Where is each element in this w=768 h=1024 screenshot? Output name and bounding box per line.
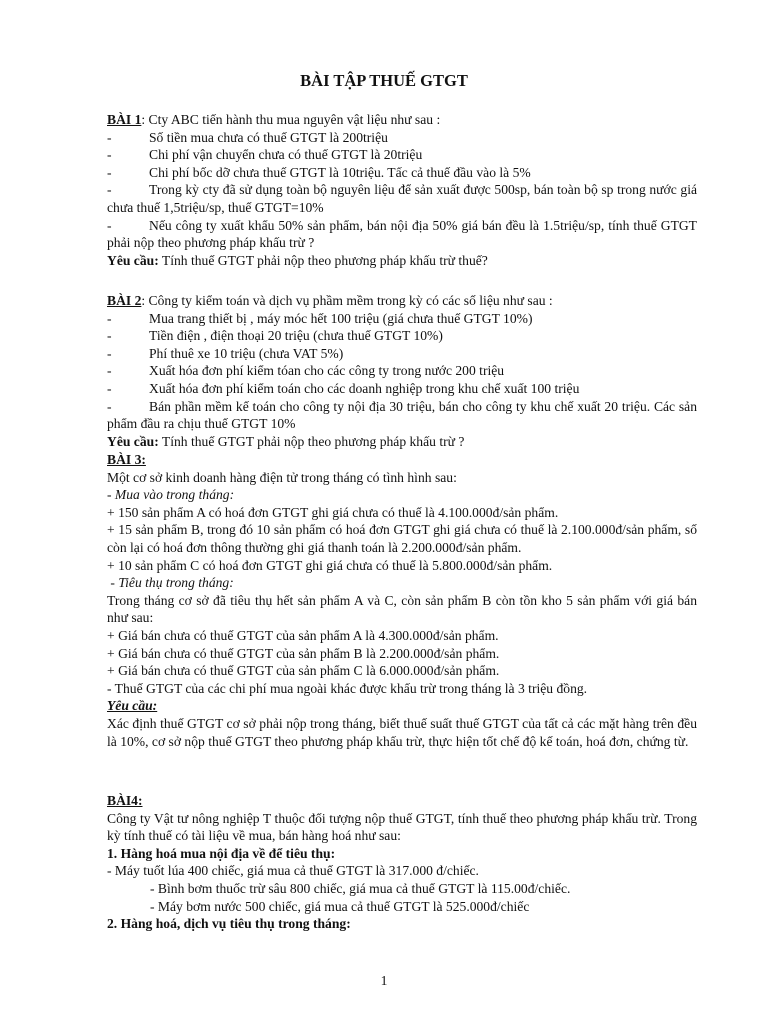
bai1-section <box>107 111 697 269</box>
bai3-req-text: Xác định thuế GTGT cơ sở phải nộp trong tháng, biết thuế suất thuế GTGT của tất cả các mặt hàng trên đều là 10%, cơ sở nộp thuế GTGT theo phương pháp khấu trừ, thực hiện tốt chế độ kế toán, hoá đơn, chứng từ. <box>107 715 697 749</box>
bai2-requirement: Yêu cầu: Tính thuế GTGT phải nộp theo phương pháp khấu trừ ? <box>107 433 465 449</box>
list-item: - Số tiền mua chưa có thuế GTGT là 200triệu <box>107 129 388 145</box>
list-item: - Trong kỳ cty đã sử dụng toàn bộ nguyên liệu để sản xuất được 500sp, bán toàn bộ sp trong nước giá chưa thuế 1,5triệu/sp, thuế GTGT=10% <box>107 182 697 215</box>
bai3-heading: BÀI 3: <box>107 452 146 467</box>
list-item: + 15 sản phẩm B, trong đó 10 sản phẩm có hoá đơn GTGT ghi giá chưa có thuế là 2.100.000đ/sản phẩm, số còn lại có hoá đơn thông thường ghi giá thanh toán là 2.200.000đ/sản phẩm. <box>107 522 697 555</box>
list-item: - Bán phần mềm kế toán cho công ty nội địa 30 triệu, bán cho công ty khu chế xuất 20 triệu. Các sản phẩm đầu ra chịu thuế GTGT 10% <box>107 398 697 432</box>
page-number: 1 <box>380 973 388 988</box>
bai4-section <box>107 792 697 933</box>
bai2-section <box>107 292 697 450</box>
list-item: - Xuất hóa đơn phí kiểm tóan cho các công ty trong nước 200 triệu <box>107 363 505 379</box>
list-item: + Giá bán chưa có thuế GTGT của sản phẩm A là 4.300.000đ/sản phẩm. <box>107 627 499 643</box>
list-item: - Mua trang thiết bị , máy móc hết 100 triệu (giá chưa thuế GTGT 10%) <box>107 310 533 326</box>
bai3-req-label: Yêu cầu: <box>107 698 158 714</box>
bai4-intro: Công ty Vật tư nông nghiệp T thuộc đối tượng nộp thuế GTGT, tính thuế theo phương pháp khấu trừ. Trong kỳ tính thuế có tài liệu về mua, bán hàng hoá như sau: <box>107 810 697 844</box>
bai3-sell-label: - Tiêu thụ trong tháng: <box>107 575 234 591</box>
list-item: - Tiền điện , điện thoại 20 triệu (chưa thuế GTGT 10%) <box>107 328 443 344</box>
list-item: - Bình bơm thuốc trừ sâu 800 chiếc, giá mua cả thuế GTGT là 115.00đ/chiếc. <box>150 880 571 896</box>
list-item: + 150 sản phẩm A có hoá đơn GTGT ghi giá chưa có thuế là 4.100.000đ/sản phẩm. <box>107 504 559 520</box>
list-item: - Máy bơm nước 500 chiếc, giá mua cả thuế GTGT là 525.000đ/chiếc <box>150 898 530 914</box>
bai1-intro-line <box>107 111 697 129</box>
list-item: - Nếu công ty xuất khẩu 50% sản phẩm, bán nội địa 50% giá bán đều là 1.5triệu/sp, tính thuế GTGT phải nộp theo phương pháp khấu trừ ? <box>107 217 697 251</box>
bai3-buy-label: - Mua vào trong tháng: <box>107 487 235 503</box>
bai1-heading: BÀI 1 <box>107 112 142 127</box>
bai4-heading: BÀI4: <box>107 793 143 808</box>
bai3-intro: Một cơ sở kinh doanh hàng điện tử trong tháng có tình hình sau: <box>107 469 457 485</box>
bai3-section <box>107 451 697 750</box>
list-item: - Xuất hóa đơn phí kiểm toán cho các doanh nghiệp trong khu chế xuất 100 triệu <box>107 380 580 396</box>
list-item: + Giá bán chưa có thuế GTGT của sản phẩm B là 2.200.000đ/sản phẩm. <box>107 645 500 661</box>
list-item: - Chi phí vận chuyển chưa có thuế GTGT là 20triệu <box>107 147 423 163</box>
bai4-sec1: 1. Hàng hoá mua nội địa về để tiêu thụ: <box>107 845 336 861</box>
list-item: - Phí thuê xe 10 triệu (chưa VAT 5%) <box>107 345 344 361</box>
list-item: - Máy tuốt lúa 400 chiếc, giá mua cả thuế GTGT là 317.000 đ/chiếc. <box>107 863 479 879</box>
list-item: + Giá bán chưa có thuế GTGT của sản phẩm C là 6.000.000đ/sản phẩm. <box>107 663 500 679</box>
list-item: - Chi phí bốc dỡ chưa thuế GTGT là 10triệu. Tấc cả thuế đầu vào là 5% <box>107 164 531 180</box>
bai1-requirement: Yêu cầu: Tính thuế GTGT phải nộp theo phương pháp khấu trừ thuế? <box>107 252 488 268</box>
bai2-intro-line: BÀI 2: Công ty kiểm toán và dịch vụ phầm mềm trong kỳ có các số liệu như sau : <box>107 293 553 308</box>
document-title: BÀI TẬP THUẾ GTGT <box>300 71 468 90</box>
list-item: - Thuế GTGT của các chi phí mua ngoài khác được khấu trừ trong tháng là 3 triệu đồng. <box>107 680 588 696</box>
list-item: + 10 sản phẩm C có hoá đơn GTGT ghi giá chưa có thuế là 5.800.000đ/sản phẩm. <box>107 557 553 573</box>
bai4-sec2: 2. Hàng hoá, dịch vụ tiêu thụ trong tháng: <box>107 916 351 932</box>
bai2-heading: BÀI 2 <box>107 293 142 308</box>
bai1-intro: : Cty ABC tiến hành thu mua nguyên vật liệu như sau : <box>141 112 441 127</box>
bai3-sell-intro: Trong tháng cơ sở đã tiêu thụ hết sản phẩm A và C, còn sản phẩm B còn tồn kho 5 sản phẩm với giá bán như sau: <box>107 592 697 626</box>
